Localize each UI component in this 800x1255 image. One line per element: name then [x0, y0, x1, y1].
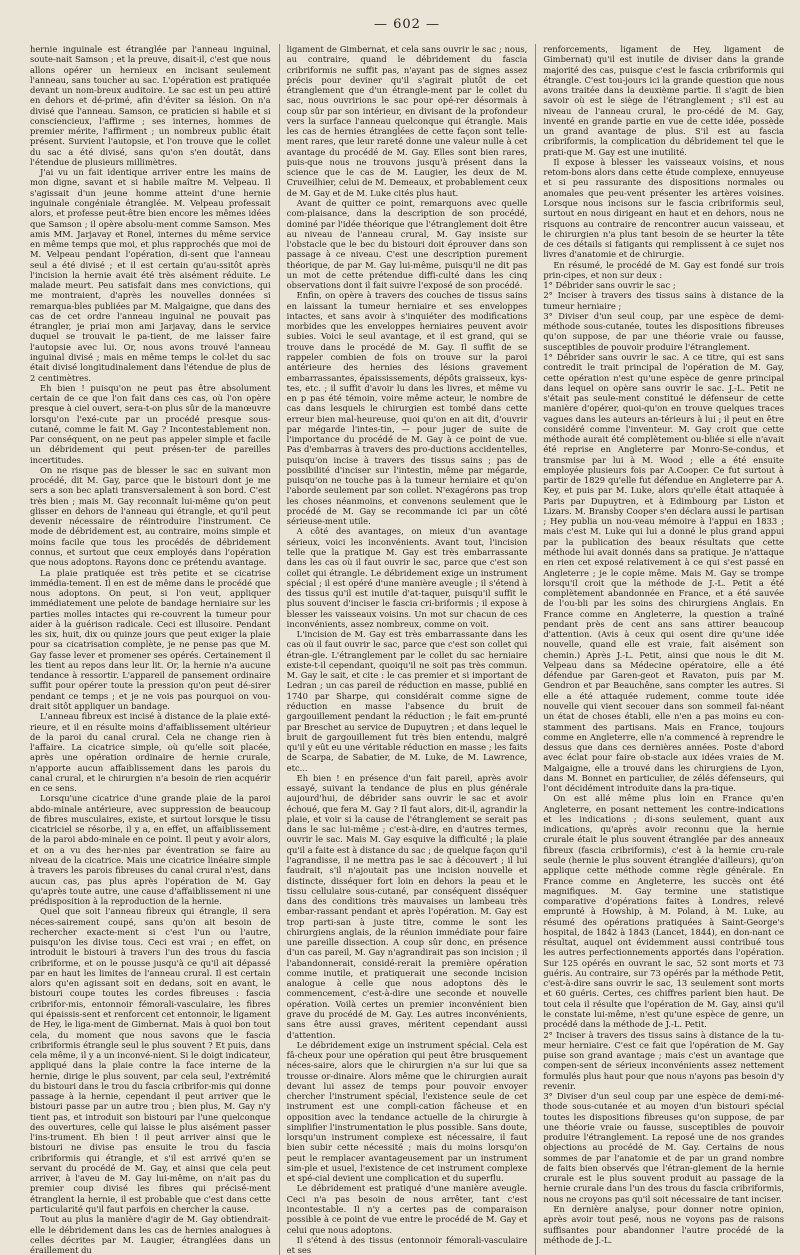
paragraph: 3° Diviser d'un seul coup, par une espèce de demi-méthode sous-cutanée, toutes les dispositions fibreuses qu'on suppose, de par une théorie vraie ou fausse, susceptibles de pouvoir produire l'étranglement.	[543, 310, 784, 352]
paragraph: A côté des avantages, on mieux d'un avantage sérieux, voici les inconvénients. Avant tout, l'incision telle que la pratique M. Gay est très embarrassante dans les cas où il faut ouvrir le sac, parce que c'est son collet qui étrangle. Le débridement exige un instrument spécial ; il est opéré d'une manière aveugle ; il s'étend à des tissus qu'il est inutile d'at-taquer, puisqu'il suffit le plus souvent d'inciser le fascia cri-briformis ; il expose à blesser les vaisseaux voisins. Un mot sur chacun de ces inconvénients, assez nombreux, comme on voit.	[286, 526, 528, 629]
paragraph: L'incision de M. Gay est très embarrassante dans les cas où il faut ouvrir le sac, parce que c'est son collet qui étran-gle. L'étranglement par le collet du sac herniaire existe-t-il cependant, quoiqu'il ne soit pas très commun. M. Gay le sait, et cite : le cas premier et si important de Ledran ; un cas pareil de réduction en masse, publié en 1740 par Sharpe, qui considérait comme signe de réduction en masse l'absence du bruit de gargouillement pendant la réduction ; le fait em-prunté par Breschet au service de Dupuytren ; et dans lequel le bruit de gargouillement fut très bien entendu, malgré qu'il y eût eu une véritable réduction en masse ; les faits de Scarpa, de Sabatier, de M. Luke, de M. Lawrence, etc...	[286, 629, 528, 773]
page-number: — 602 —	[373, 17, 441, 32]
paragraph: Avant de quitter ce point, remarquons avec quelle com-plaisance, dans la description de son procédé, dominé par l'idée théorique que l'étranglement doit être au niveau de l'anneau crural, M. Gay insiste sur l'obstacle que le bec du bistouri doit éprouver dans son passage à ce niveau. C'est une description purement théorique, de par M. Gay lui-même, puisqu'il ne dit pas un mot de cette prétendue diffi-culté dans les cinq observations dont il fait suivre l'exposé de son procédé.	[286, 197, 528, 291]
paragraph: Eh bien ! en présence d'un fait pareil, après avoir essayé, suivant la tendance de plus en plus générale aujourd'hui, de débrider sans ouvrir le sac et avoir échoué, que fera M. Gay ? Il faut alors, dit-il, agrandir la plaie, et voir si la cause de l'étranglement se serait pas dans le sac lui-même ; c'est-à-dire, en d'autres termes, ouvrir le sac. Mais M. Gay esquive la difficulté ; la plaie qu'il a faite est à distance du sac ; de quelque façon qu'il l'agrandisse, il ne mettra pas le sac à découvert ; il lui faudrait, s'il n'ajoutait pas une incision nouvelle et distincte, disséquer fort loin en dehors la peau et le tissu cellulaire sous-cutané, par conséquent disséquer dans des conditions très mauvaises un lambeau très embar-rassant pendant et après l'opération. M. Gay est trop parti-san à juste titre, comme le sont les chirurgiens anglais, de la réunion immédiate pour faire une pareille dissection. A coup sûr donc, en présence d'un cas pareil, M. Gay n'agrandirait pas son incision ; il l'abandonnerait, considé-rerait la première opération comme inutile, et pratiquerait une seconde incision analogue à celle que nous adoptons dès le commencement, c'est-à-dire une seconde et nouvelle opération. Voilà certes un premier inconvénient bien grave du procédé de M. Gay. Les autres inconvénients, sans être aussi graves, méritent cependant aussi d'attention.	[286, 772, 528, 1040]
column-3	[543, 44, 784, 1255]
paragraph: 3° Diviser d'un seul coup par une espèce de demi-mé-thode sous-cutanée et au moyen d'un bistouri spécial toutes les dispositions fibreuses qu'on suppose, de par une théorie vraie ou fausse, susceptibles de pouvoir produire l'étranglement. La reposé une de nos grandes objections au procédé de M. Gay. Certains de nous sommes de par l'anatomie et de par un grand nombre de faits bien observés que l'étran-glement de la hernie crurale est le plus souvent produit au passage de la hernie crurale dans l'un des trous du fascia cribriformis, nous ne croyons pas qu'il soit nécessaire de tant inciser.	[543, 1091, 784, 1204]
paragraph: ligament de Gimbernat, et cela sans ouvrir le sac ; nous, au contraire, quand le débridement du fascia cribriformis ne suffit pas, n'ayant pas de signes assez précis pour deviner qu'il s'agirait plutôt de cet étranglement que d'un étrangle-ment par le collet du sac, nous ouvririons le sac pour opé-rer désormais à coup sûr par son intérieur, en divisant de la profondeur vers la surface l'anneau quelconque qui étrangle. Mais les cas de hernies étranglées de cette façon sont telle-ment rares, que leur rareté donne une valeur nulle à cet avantage du procédé de M. Gay. Elles sont bien rares, puis-que nous ne trouvons jusqu'à présent dans la science que le cas de M. Laugier, les deux de M. Cruveilhier, celui de M. Demeaux, et probablement ceux de M. Gay et de M. Luke cités plus haut.	[286, 44, 528, 198]
paragraph: Il s'étend à des tissus (entonnoir fémorali-vasculaire et ses	[286, 1234, 528, 1255]
paragraph: Le débridement est pratiqué d'une manière aveugle. Ceci n'a pas besoin de nous arrêter, tant c'est incontestable. Il n'y a certes pas de comparaison possible à ce point de vue entre le procédé de M. Gay et celui que nous adoptons.	[286, 1183, 528, 1235]
paragraph: La plaie pratiquée est très petite et se cicatrise immédia-tement. Il en est de même dans le procédé que nous adoptons. On peut, si l'on veut, appliquer immédiatement une pelote de bandage herniaire sur les parties molles intactes qui re-couvrent la tumeur pour aider à la guérison radicale. Ceci est illusoire. Pendant les six, huit, dix ou quinze jours que peut exiger la plaie pour sa cicatrisation complète, je ne pense pas que M. Gay fasse lever et promener ses opérés. Certainement il les tient au repos dans leur lit. Or, la hernie n'a aucune tendance à ressortir. L'appareil de pansement ordinaire suffit pour opérer toute la pression qu'on peut dé-sirer pendant ce temps ; et je ne vois pas pourquoi on vou-drait sitôt appliquer un bandage.	[30, 567, 271, 711]
paragraph: Il expose à blesser les vaisseaux voisins, et nous retom-bons alors dans cette étude complexe, ennuyeuse et si peu rassurante des dispositions normales ou anomales que peu-vent présenter les artères voisines. Lorsque nous incisons sur le fascia cribriformis seul, surtout en nous dirigeant en haut et en dehors, nous ne risquons au contraire de rencontrer aucun vaisseau, et le chirurgien n'a plus tant besoin de se heurter la tête de ces détails si fatigants qui remplissent à ce sujet nos livres d'anatomie et de chirurgie.	[543, 156, 784, 260]
column-1	[30, 44, 271, 1255]
column-2	[287, 44, 528, 1255]
paragraph: hernie inguinale est étranglée par l'anneau inguinal, soute-nait Samson ; et la preuve, disait-il, c'est que nous allons opérer un hernieux en incisant seulement l'anneau, sans toucher au sac. L'opération est pratiquée devant un nom-breux auditoire. Le sac est un peu attiré en dehors et dé-primé, afin d'éviter sa lésion. On n'a divisé que l'anneau. Samson, ce praticien si habile et si consciencieux, l'affirme ; ses internes, hommes de premier mérite, l'affirment ; un nombreux public était présent. Survient l'autopsie, et l'on trouve que le collet du sac a été divisé, sans qu'on s'en doutât, dans l'étendue de plusieurs millimètres.	[30, 44, 271, 167]
paragraph: Tout au plus la manière d'agir de M. Gay obtiendrait-elle le débridement dans les cas de hernies analogues à celles décrites par M. Laugier, étranglées dans un éraillement du	[30, 1214, 271, 1255]
paragraph: J'ai vu un fait identique arriver entre les mains de mon digne, savant et si habile maître M. Velpeau. Il s'agissait d'un jeune homme atteint d'une hernie inguinale congéniale étranglée. M. Velpeau professait alors, et professe peut-être bien encore les mêmes idées que Samson ; il opère absolu-ment comme Samson. Mes amis MM. Jarjavay et Ronel, internes du même service en même temps que moi, et plus rapprochés que moi de M. Velpeau pendant l'opération, di-sent que l'anneau seul a été divisé ; et il est certain qu'au-ssitôt après l'incision la hernie avait été très aisément réduite. Le malade meurt. Peu satisfait dans mes convictions, qui me montraient, d'après les nouvelles données si remarqua-bles publiées par M. Malgaigne, que dans des cas de cet ordre l'anneau inguinal ne pouvait pas étrangler, je priai mon ami Jarjavay, dans le service duquel se trouvait le pa-tient, de me laisser faire l'autopsie avec lui. Or, nous avons trouvé l'anneau inguinal divisé ; mais en même temps le col-let du sac était divisé longitudinalement dans l'étendue de plus de 2 centimètres.	[30, 167, 271, 383]
paragraph: 1° Débrider sans ouvrir le sac ;	[543, 280, 676, 291]
text-columns	[30, 44, 784, 1255]
paragraph: 2° Inciser à travers des tissus sains à distance de la tumeur herniaire ;	[543, 290, 784, 311]
paragraph: L'anneau fibreux est incisé à distance de la plaie exté-rieure, et il en résulte moins d'affaiblissement ultérieur de la paroi du canal crural. Cela ne change rien à l'affaire. La cicatrice simple, où qu'elle soit placée, après une opération ordinaire de hernie crurale, n'apporte aucun affaiblissement dans les parois du canal crural, et le chirurgien n'a besoin de rien acquérir en ce sens.	[30, 711, 271, 794]
paragraph: 2° Inciser à travers des tissus sains à distance de la tu-meur herniaire. C'est ce fait que l'opération de M. Gay puise son grand avantage ; mais c'est un avantage que compen-sent de sérieux inconvénients assez nettement formulés plus haut pour que nous n'ayons pas besoin d'y revenir.	[543, 1029, 784, 1091]
paragraph: Eh bien ! puisqu'on ne peut pas être absolument certain de ce que l'on fait dans ces cas, où l'on opère presque à ciel ouvert, sera-t-on plus sûr de la manœuvre lorsqu'on l'exé-cute par un procédé presque sous-cutané, comme le fait M. Gay ? Incontestablement non. Par conséquent, on ne peut pas appeler simple et facile un débridement qui peut présen-ter de pareilles incertitudes.	[30, 382, 271, 465]
paragraph: On est allé même plus loin en France qu'en Angleterre, en posant nettement les contre-indications et les indications ; di-sons seulement, quant aux indications, qu'après avoir reconnu que la hernie crurale était le plus souvent étranglée par des anneaux fibreux (fascia cribriformis), c'est à la hernie cru-rale seule (hernie le plus souvent étranglée d'ailleurs), qu'on applique cette méthode comme règle générale. En France comme en Angleterre, les succès ont été magnifiques. M. Gay termine une statistique comparative d'opérations faites à Londres, relevé emprunté à Howship, à M. Poland, à M. Luke, au résumé des opérations pratiquées à Saint-George's hospital, de 1842 à 1843 (Lancet, 1844), en don-nant ce résultat, auquel ont évidemment aussi contribué tous les autres perfectionnements apportés dans l'opération. Sur 125 opérés en ouvrant le sac, 52 sont morts et 73 guéris. Au contraire, sur 73 opérés par la méthode Petit, c'est-à-dire sans ouvrir le sac, 13 seulement sont morts et 60 guéris. Certes, ces chiffres parlent bien haut. De tout cela il résulte que l'opération de M. Gay, ainsi qu'il le constate lui-même, n'est qu'une espèce de genre, un procédé dans la méthode de J.-L. Petit.	[543, 793, 784, 1030]
paragraph: En résumé, le procédé de M. Gay est fondé sur trois prin-cipes, et non sur deux :	[543, 259, 784, 280]
paragraph: 1° Débrider sans ouvrir le sac. A ce titre, qui est sans contredit le trait principal de l'opération de M. Gay, cette opération n'est qu'une espèce de genre principal dans lequel on opère sans ouvrir le sac. J.-L. Petit ne s'était pas seule-ment constitué le défenseur de cette manière d'opérer, quoi-qu'on en trouve quelques traces vagues dans les auteurs an-térieurs à lui ; il peut en être considéré comme l'inventeur. M. Gay croit que cette méthode aurait été complètement ou-bliée si elle n'avait été reprise en Angleterre par Monro-Se-condus, et transmise par lui à M. Wood ; elle a été ensuite employée plusieurs fois par A.Cooper. Ce fut surtout à partir de 1829 qu'elle fut défendue en Angleterre par A. Key, et puis par M. Luke, alors qu'elle était attaquée à Paris par Dupuytren, et à Edimbourg par Liston et Lizars. M. Bransby Cooper s'en déclara aussi le partisan ; Hey publia un nou-veau mémoire à l'appui en 1833 ; mais c'est M. Luke qui lui a donné le plus grand appui par la publication des beaux résultats que cette méthode lui avait donnés dans sa pratique. Je n'attaque en rien cet exposé relativement à ce qui s'est passé en Angleterre ; je le copie même. Mais M. Gay se trompe lorsqu'il croit que la méthode de J.-L. Petit a été complètement abandonnée en France, et a été sauvée de l'ou-bli par les soins des chirurgiens Anglais. En France comme en Angleterre, la question a traîné pendant près de cent ans sans attirer beaucoup d'attention. (Avis à ceux qui osent dire qu'une idée nouvelle, quand elle est vraie, fait aisément son chemin.) Après J.-L. Petit, ainsi que nous le dit M. Velpeau dans sa Médecine opératoire, elle a été défendue par Garen-geot et Ravaton, puis par M. Gendron et par Beauchêne, sans compter les autres. Si elle a été attaquée rudement, comme toute idée nouvelle qui vient secouer dans son sommeil fai-néant un état de choses établi, elle n'en a pas moins eu con-stamment des partisans. Mais en France, toujours comme en Angleterre, elle n'a commencé à reprendre le dessus que dans ces dernières années. Poste d'abord avec éclat pour faire ob-stacle aux idées vraies de M. Malgaigne, elle a trouvé dans les chirurgiens de Lyon, dans M. Bonnet en particulier, de zélés défenseurs, qui l'ont décidément introduite dans la pra-tique.	[543, 351, 784, 794]
paragraph: Enfin, on opère à travers des couches de tissus sains en laissant la tumeur herniaire et ses enveloppes intactes, et sans avoir à s'inquiéter des modifications morbides que les enveloppes herniaires peuvent avoir subies. Voici le seul avantage, et il est grand, qui se trouve dans le procédé de M. Gay. Il suffit de se rappeler combien de fois on trouve sur la paroi antérieure des hernies des lésions gravement embarrassantes, épaississements, dépôts graisseux, kys-tes, etc. ; il suffit d'avoir lu dans les livres, et même vu en p pas été témoin, voire même acteur, le nombre de cas dans lesquels le chirurgien est tombé dans cette erreur bien mal-heureuse, quoi qu'on en ait dit, d'ouvrir par mégarde l'intes-tin, — pour juger de suite de l'importance du procédé de M. Gay à ce point de vue. Pas d'embarras à travers des pro-ductions accidentelles, puisqu'on incise à travers des tissus sains ; pas de possibilité d'inciser sur l'intestin, même par mégarde, puisqu'on ne touche pas à la tumeur herniaire et qu'on l'aborde seulement par son collet. N'exagérons pas trop les choses néanmoins, et convenons seulement que le procédé de M. Gay se recommande ici par un côté sérieuse-ment utile.	[286, 290, 528, 527]
paragraph: renforcements, ligament de Hey, ligament de Gimbernat) qu'il est inutile de diviser dans la grande majorité des cas, puisque c'est le fascia cribriformis qui étrangle. C'est tou-jours ici la grande question que nous avons traitée dans la deuxième partie. Il s'agit de bien savoir où est le siège de l'étranglement ; s'il est au niveau de l'anneau crural, le pro-cédé de M. Gay, inventé en grande partie en vue de cette idée, possède un grand avantage de plus. S'il est au fascia cribriformis, la complication du débridement tel que le prati-que M. Gay est une inutilité.	[543, 44, 784, 157]
paragraph: Quel que soit l'anneau fibreux qui étrangle, il sera néces-sairement coupé, sans qu'on ait besoin de rechercher exacte-ment si c'est l'un ou l'autre, puisqu'on les divise tous. Ceci est vrai ; en effet, on introduit le bistouri à travers l'un des trous du fascia cribriforme, et on le pousse jusqu'à ce qu'il ait dépassé par en haut les limites de l'anneau crural. Il est certain alors qu'en agissant soit en dedans, soit en avant, le bistouri coupe toutes les cordes fibreuses : fascia cribrifor-mis, entonnoir fémorali-vasculaire, les fibres qui épaissis-sent et renforcent cet entonnoir, le ligament de Hey, le liga-ment de Gimbernat. Mais à quoi bon tout cela, du moment que nous savons que le fascia cribriformis étrangle seul le plus souvent ? Et puis, dans cela même, il y a un inconvé-nient. Si le doigt indicateur, appliqué dans la plaie contre la face interne de la hernie, dirige le plus souvent, par cela seul, l'extrémité du bistouri dans le trou du fascia cribrifor-mis qui donne passage à la hernie, cependant il peut arriver que le bistouri passe par un autre trou ; bien plus, M. Gay n'y tient pas, et introduit son bistouri par l'une quelconque des ouvertures, celle qui laisse le plus aisément passer l'ins-trument. Eh bien ! il peut arriver ainsi que le bistouri ne divise pas ensuite le trou du fascia cribriformis qui étrangle, et s'il est arrivé qu'en se servant du procédé de M. Gay, et ainsi que cela peut arriver, à l'aveu de M. Gay lui-même, on n'ait pas du premier coup divisé les fibres qui précisé-ment étranglent la hernie, il est probable que c'est dans cette particularité qu'il faut parfois en chercher la cause.	[30, 906, 271, 1215]
paragraph: En dernière analyse, pour donner notre opinion, après avoir tout pesé, nous ne voyons pas de raisons suffisantes pour abandonner l'autre procédé de la méthode de J.-L.	[543, 1204, 784, 1245]
paragraph: Le débridement exige un instrument spécial. Cela est fâ-cheux pour une opération qui peut être brusquement néces-saire, alors que le chirurgien n'a sur lui que sa trousse or-dinaire. Alors même que le chirurgien aurait devant lui assez de temps pour pouvoir envoyer chercher l'instrument spécial, l'existence seule de cet instrument est une compli-cation fâcheuse et en opposition avec la tendance actuelle de la chirurgie à simplifier l'instrumentation le plus possible. Sans doute, lorsqu'un instrument complexe est nécessaire, il faut bien subir cette nécessité ; mais du moins lorsqu'on peut le remplacer avantageusement par un instrument sim-ple et usuel, l'existence de cet instrument complexe et spé-cial devient une complication et du superflu.	[286, 1039, 528, 1184]
paragraph: On ne risque pas de blesser le sac en suivant mon procédé, dit M. Gay, parce que le bistouri dont je me sers a son bec aplati transversalement à son bord. C'est très bien ; mais M. Gay reconnaît lui-même qu'on peut glisser en dehors de l'anneau qui étrangle, et qu'il peut devenir nécessaire de réintroduire l'instrument. Ce mode de débridement est, au contraire, moins simple et moins facile que tous les procédés de débridement connus, et surtout que ceux employés dans l'opération que nous adoptons. Rayons donc ce prétendu avantage.	[30, 464, 271, 568]
paragraph: Lorsqu'une cicatrice d'une grande plaie de la paroi abdo-minale antérieure, avec suppression de beaucoup de fibres musculaires, existe, et surtout lorsque le tissu cicatriciel se résorbe, il y a, en effet, un affaiblissement de la paroi abdo-minale en ce point. Il peut y avoir alors, et on a vu des her-nies par éventration se faire au niveau de la cicatrice. Mais une cicatrice linéaire simple à travers les parois fibreuses du canal crural n'est, dans aucun cas, pas plus après l'opération de M. Gay qu'après toute autre, une cause d'affaiblissement ni une prédisposition à la reproduction de la hernie.	[30, 793, 271, 907]
